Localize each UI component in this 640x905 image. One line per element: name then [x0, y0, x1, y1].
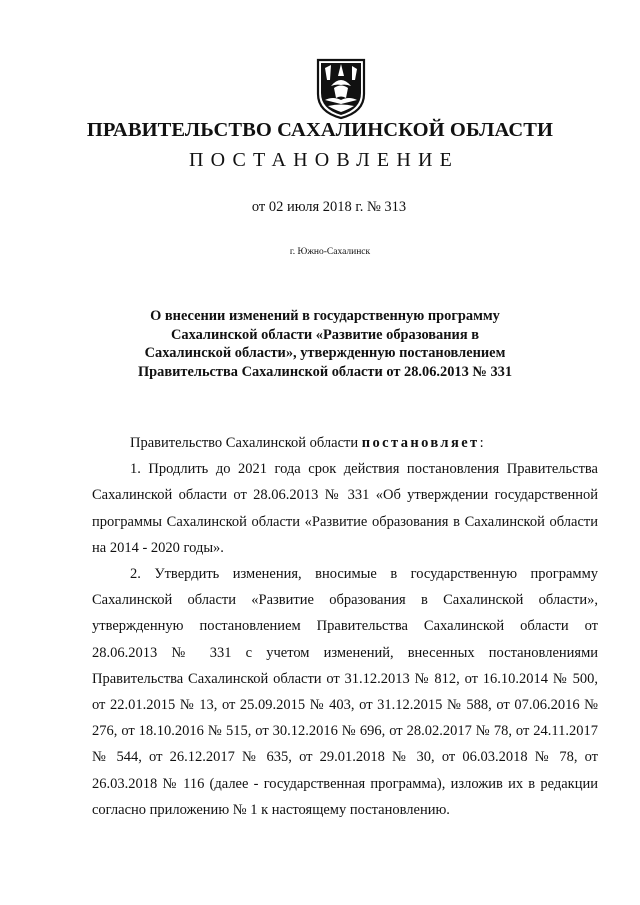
document-city: г. Южно-Сахалинск: [289, 247, 371, 257]
intro-decision-word: постановляет: [361, 435, 480, 451]
intro-prefix: Правительство Сахалинской области: [130, 435, 362, 451]
coat-of-arms-icon: [316, 58, 366, 120]
paragraph-item-2: 2. Утвердить изменения, вносимые в государственную программу Сахалинской области «Развитие образования в Сахалинской области», утвержденную постановлением Правительства Сахалинской области от 28.06.2013 № 331 с учетом изменений, внесенных постановлениями Правительства Сахалинской области от 31.12.2013 № 812, от 16.10.2014 № 500, от 22.01.2015 № 13, от 25.09.2015 № 403, от 31.12.2015 № 588, от 07.06.2016 № 276, от 18.10.2016 № 515, от 30.12.2016 № 696, от 28.02.2017 № 78, от 24.11.2017 № 544, от 26.12.2017 № 635, от 29.01.2018 № 30, от 06.03.2018 № 78, от 26.03.2018 № 116 (далее - государственная программа), изложив их в редакции согласно приложению № 1 к настоящему постановлению.: [92, 566, 598, 818]
document-subject: О внесении изменений в государственную программу Сахалинской области «Развитие образования в Сахалинской области», утвержденную постановлением Правительства Сахалинской области от 28.06.2013 № 331: [137, 308, 513, 380]
document-date-number: от 02 июля 2018 г. № 313: [251, 199, 407, 215]
document-body: [92, 430, 598, 823]
government-title: ПРАВИТЕЛЬСТВО САХАЛИНСКОЙ ОБЛАСТИ: [86, 119, 554, 141]
intro-suffix: :: [479, 435, 484, 451]
paragraph-item-1: 1. Продлить до 2021 года срок действия постановления Правительства Сахалинской области от 28.06.2013 № 331 «Об утверждении государственной программы Сахалинской области «Развитие образования в Сахалинской области на 2014 - 2020 годы».: [92, 461, 598, 556]
intro-paragraph: [92, 430, 598, 456]
document-type: ПОСТАНОВЛЕНИЕ: [188, 149, 460, 171]
